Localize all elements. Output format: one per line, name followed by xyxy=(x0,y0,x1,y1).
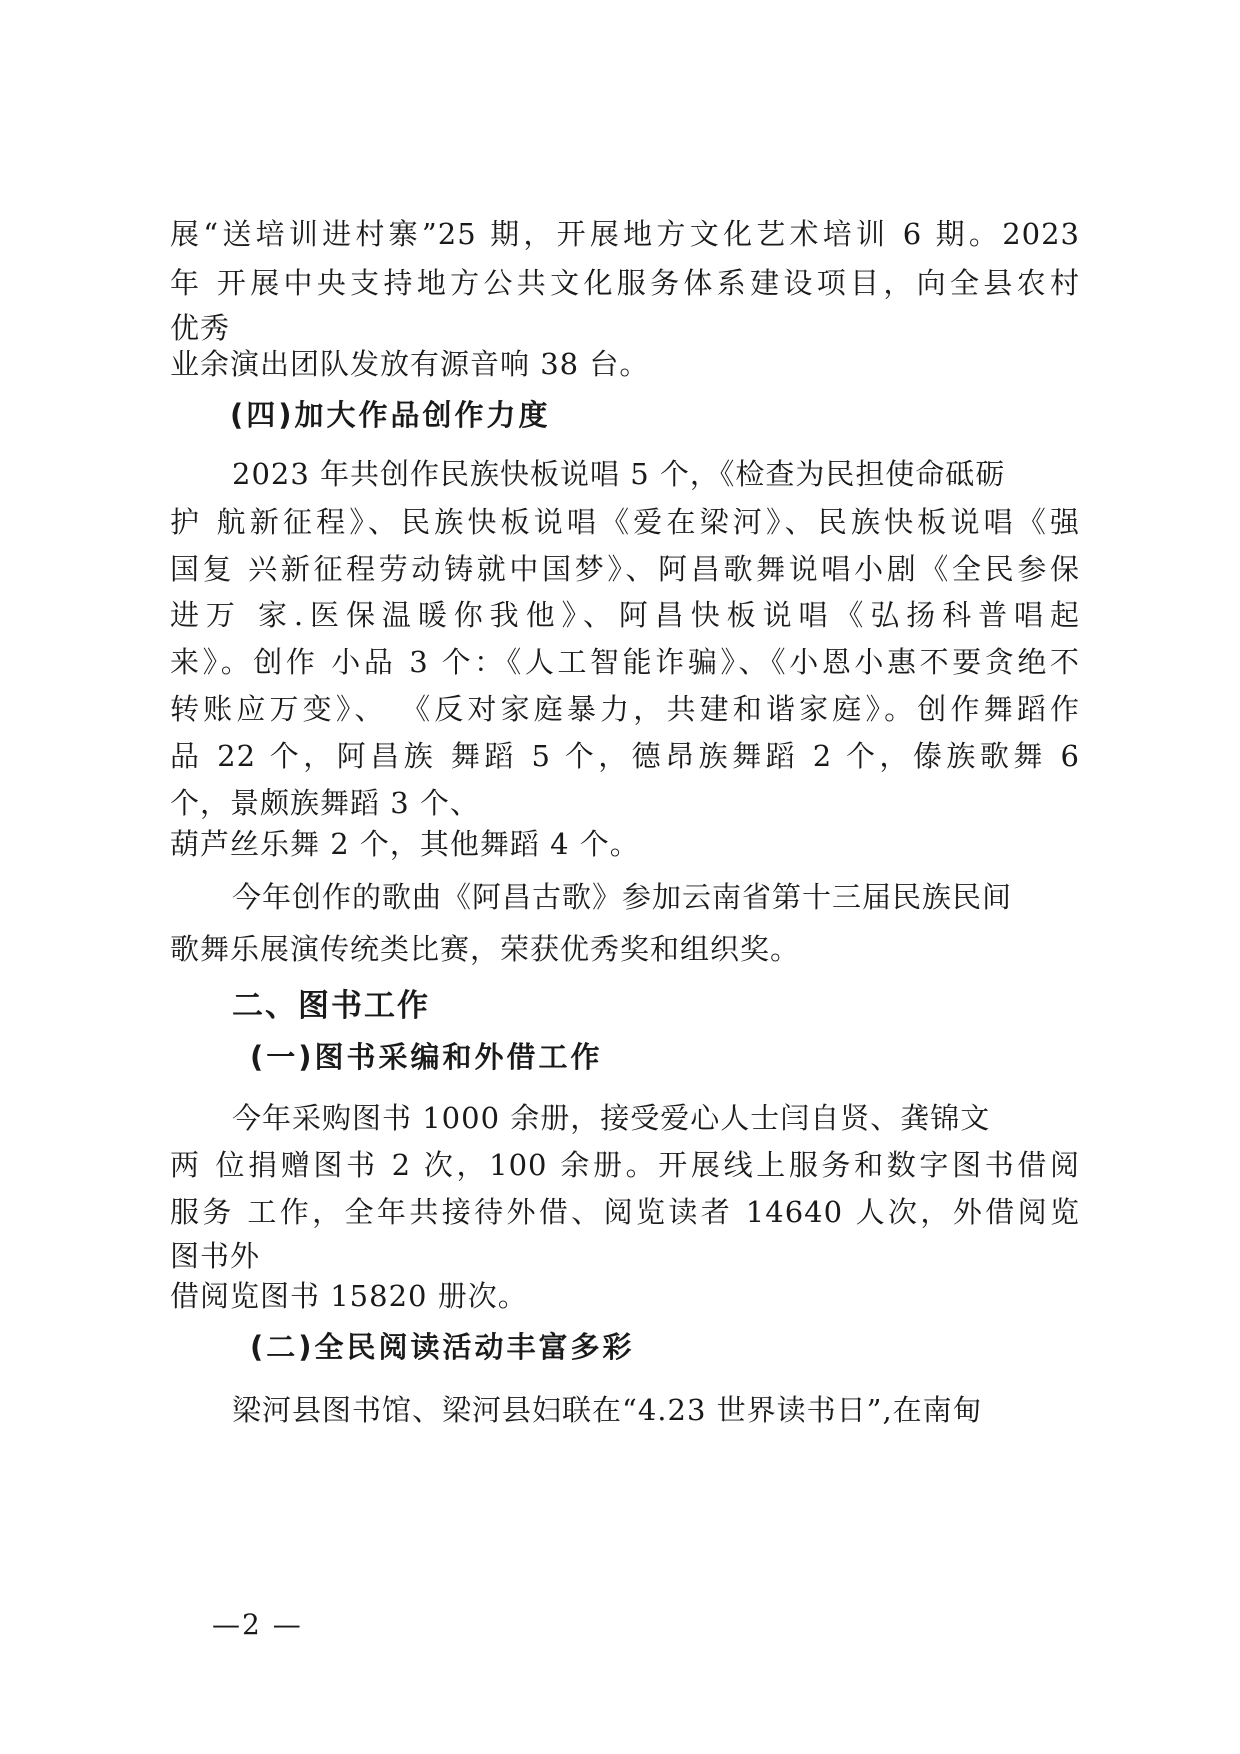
body-line: 护 航新征程》、民族快板说唱《爱在梁河》、民族快板说唱《强 xyxy=(170,505,1080,539)
section-heading: (二)全民阅读活动丰富多彩 xyxy=(250,1330,635,1364)
body-line: 歌舞乐展演传统类比赛，荣获优秀奖和组织奖。 xyxy=(170,932,801,966)
body-line: 服务 工作，全年共接待外借、阅览读者 14640 人次，外借阅览 xyxy=(170,1195,1080,1229)
body-line: 图书外 xyxy=(170,1239,261,1273)
body-line: 2023 年共创作民族快板说唱 5 个，《检查为民担使命砥砺 xyxy=(232,457,1006,491)
body-line: 借阅览图书 15820 册次。 xyxy=(170,1279,528,1313)
body-line: 来》。创作 小品 3 个：《人工智能诈骗》、《小恩小惠不要贪绝不 xyxy=(170,645,1080,679)
body-line: 优秀 xyxy=(170,311,231,345)
body-line: 梁河县图书馆、梁河县妇联在“4.23 世界读书日”,在南甸 xyxy=(232,1393,983,1427)
body-line: 国复 兴新征程劳动铸就中国梦》、阿昌歌舞说唱小剧《全民参保 xyxy=(170,552,1080,586)
body-line: 品 22 个，阿昌族 舞蹈 5 个，德昂族舞蹈 2 个，傣族歌舞 6 xyxy=(170,739,1080,773)
body-line: 两 位捐赠图书 2 次，100 余册。开展线上服务和数字图书借阅 xyxy=(170,1148,1080,1182)
section-heading: (一)图书采编和外借工作 xyxy=(250,1040,603,1074)
body-line: 转账应万变》、 《反对家庭暴力，共建和谐家庭》。创作舞蹈作 xyxy=(170,692,1080,726)
body-line: 今年创作的歌曲《阿昌古歌》参加云南省第十三届民族民间 xyxy=(232,880,1013,914)
chapter-heading: 二、图书工作 xyxy=(232,988,430,1024)
body-line: 年 开展中央支持地方公共文化服务体系建设项目，向全县农村 xyxy=(170,266,1080,300)
body-line: 今年采购图书 1000 余册，接受爱心人士闫自贤、龚锦文 xyxy=(232,1101,991,1135)
body-line: 业余演出团队发放有源音响 38 台。 xyxy=(170,347,650,381)
body-line: 葫芦丝乐舞 2 个，其他舞蹈 4 个。 xyxy=(170,827,640,861)
body-line: 进万 家.医保温暖你我他》、阿昌快板说唱《弘扬科普唱起 xyxy=(170,598,1080,632)
body-line: 展“送培训进村寨”25 期，开展地方文化艺术培训 6 期。2023 xyxy=(170,217,1080,251)
page-number: —2 — xyxy=(212,1608,303,1641)
section-heading: (四)加大作品创作力度 xyxy=(230,398,551,432)
body-line: 个，景颇族舞蹈 3 个、 xyxy=(170,786,480,820)
